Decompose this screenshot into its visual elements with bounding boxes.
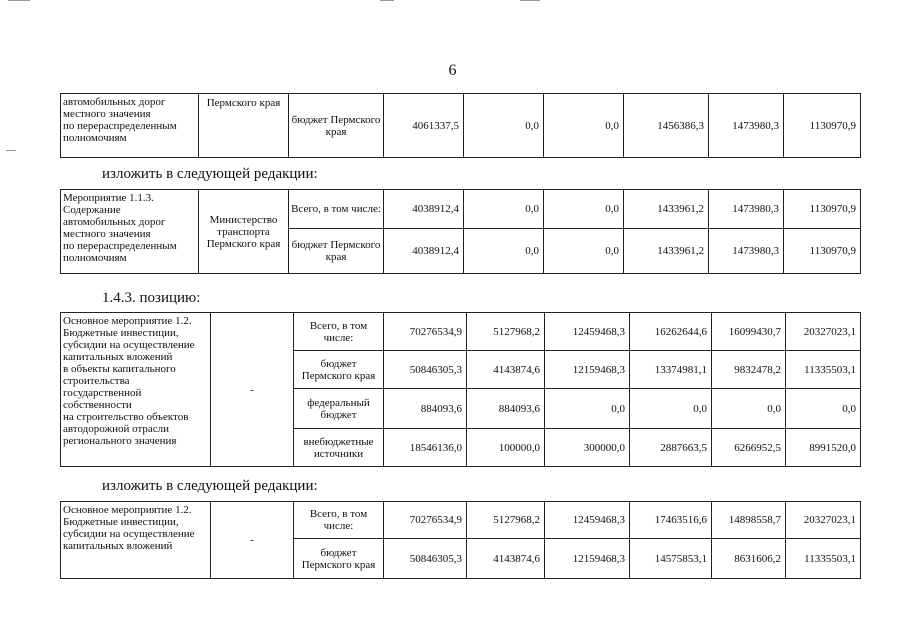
- table-measure-1-1-3: [60, 189, 861, 274]
- table-cell-value: 1473980,3: [709, 94, 784, 158]
- table-cell-value: 17463516,6: [630, 502, 712, 539]
- table-cell-value: 4038912,4: [384, 229, 464, 274]
- table-cell-value: 1130970,9: [784, 229, 861, 274]
- table-cell-source: бюджет Пермского края: [289, 229, 384, 274]
- scan-edge-mark: [380, 0, 394, 1]
- table-cell-value: 884093,6: [384, 389, 467, 429]
- table-cell-source: Всего, в том числе:: [294, 313, 384, 351]
- table-cell-value: 50846305,3: [384, 351, 467, 389]
- table-cell-value: 14575853,1: [630, 539, 712, 579]
- scan-side-mark: [6, 150, 16, 151]
- table-cell-value: 300000,0: [545, 429, 630, 467]
- table-cell-value: 16099430,7: [712, 313, 786, 351]
- table-cell-source: Всего, в том числе:: [289, 190, 384, 229]
- page-number: 6: [448, 62, 457, 79]
- table-cell-value: 0,0: [712, 389, 786, 429]
- table-cell-value: 100000,0: [467, 429, 545, 467]
- table-cell-value: 1473980,3: [709, 229, 784, 274]
- scan-edge-mark: [520, 0, 540, 1]
- table-cell-value: 12459468,3: [545, 313, 630, 351]
- table-cell-value: 8991520,0: [786, 429, 861, 467]
- table-cell-value: 0,0: [630, 389, 712, 429]
- table-cell-source: внебюджетные источники: [294, 429, 384, 467]
- table-cell-value: 0,0: [464, 94, 544, 158]
- table-cell-executor: Министерство транспорта Пермского края: [199, 190, 289, 274]
- table-roads-fragment: [60, 93, 861, 158]
- table-cell-description: Мероприятие 1.1.3. Содержание автомобильных дорог местного значения по перераспределенным полномочиям: [61, 190, 199, 274]
- table-cell-value: 4061337,5: [384, 94, 464, 158]
- table-cell-source: Всего, в том числе:: [294, 502, 384, 539]
- table-cell-value: 0,0: [545, 389, 630, 429]
- table-cell-value: 12459468,3: [545, 502, 630, 539]
- table-cell-value: 0,0: [544, 190, 624, 229]
- table-cell-value: 18546136,0: [384, 429, 467, 467]
- table-cell-value: 12159468,3: [545, 351, 630, 389]
- section-heading: 1.4.3. позицию:: [102, 290, 201, 306]
- table-cell-value: 4143874,6: [467, 539, 545, 579]
- table-cell-value: 0,0: [464, 229, 544, 274]
- table-cell-value: 11335503,1: [786, 351, 861, 389]
- table-cell-executor: -: [211, 502, 294, 579]
- table-cell-value: 1130970,9: [784, 190, 861, 229]
- table-cell-source: бюджет Пермского края: [294, 351, 384, 389]
- instruction-text: изложить в следующей редакции:: [102, 478, 318, 494]
- table-main-measure-1-2-revised: [60, 501, 861, 579]
- table-cell-executor: Пермского края: [199, 94, 289, 158]
- table-cell-value: 4038912,4: [384, 190, 464, 229]
- table-cell-value: 70276534,9: [384, 313, 467, 351]
- table-cell-value: 8631606,2: [712, 539, 786, 579]
- table-cell-value: 1473980,3: [709, 190, 784, 229]
- table-cell-value: 0,0: [786, 389, 861, 429]
- table-cell-value: 884093,6: [467, 389, 545, 429]
- table-cell-description: Основное мероприятие 1.2. Бюджетные инвестиции, субсидии на осуществление капитальных вложений: [61, 502, 211, 579]
- table-cell-value: 5127968,2: [467, 502, 545, 539]
- table-cell-value: 6266952,5: [712, 429, 786, 467]
- table-cell-value: 1130970,9: [784, 94, 861, 158]
- table-cell-value: 13374981,1: [630, 351, 712, 389]
- table-cell-value: 4143874,6: [467, 351, 545, 389]
- table-cell-value: 2887663,5: [630, 429, 712, 467]
- table-main-measure-1-2: [60, 312, 861, 467]
- table-cell-value: 14898558,7: [712, 502, 786, 539]
- table-cell-value: 11335503,1: [786, 539, 861, 579]
- table-cell-value: 12159468,3: [545, 539, 630, 579]
- table-cell-value: 9832478,2: [712, 351, 786, 389]
- table-cell-value: 1433961,2: [624, 190, 709, 229]
- table-cell-value: 0,0: [544, 229, 624, 274]
- table-cell-value: 0,0: [544, 94, 624, 158]
- table-cell-value: 1433961,2: [624, 229, 709, 274]
- table-cell-value: 50846305,3: [384, 539, 467, 579]
- scan-edge-mark: [8, 0, 30, 1]
- table-cell-source: бюджет Пермского края: [294, 539, 384, 579]
- table-cell-executor: -: [211, 313, 294, 467]
- table-cell-source: федеральный бюджет: [294, 389, 384, 429]
- table-cell-description: Основное мероприятие 1.2. Бюджетные инвестиции, субсидии на осуществление капитальных вложений в объекты капитального строительства государственной собственности на строительство объектов автодорожной отрасли регионального значения: [61, 313, 211, 467]
- table-cell-source: бюджет Пермского края: [289, 94, 384, 158]
- table-cell-value: 16262644,6: [630, 313, 712, 351]
- table-cell-value: 20327023,1: [786, 313, 861, 351]
- table-cell-description: автомобильных дорог местного значения по перераспределенным полномочиям: [61, 94, 199, 158]
- table-cell-value: 70276534,9: [384, 502, 467, 539]
- table-cell-value: 20327023,1: [786, 502, 861, 539]
- table-cell-value: 1456386,3: [624, 94, 709, 158]
- instruction-text: изложить в следующей редакции:: [102, 166, 318, 182]
- table-cell-value: 0,0: [464, 190, 544, 229]
- table-cell-value: 5127968,2: [467, 313, 545, 351]
